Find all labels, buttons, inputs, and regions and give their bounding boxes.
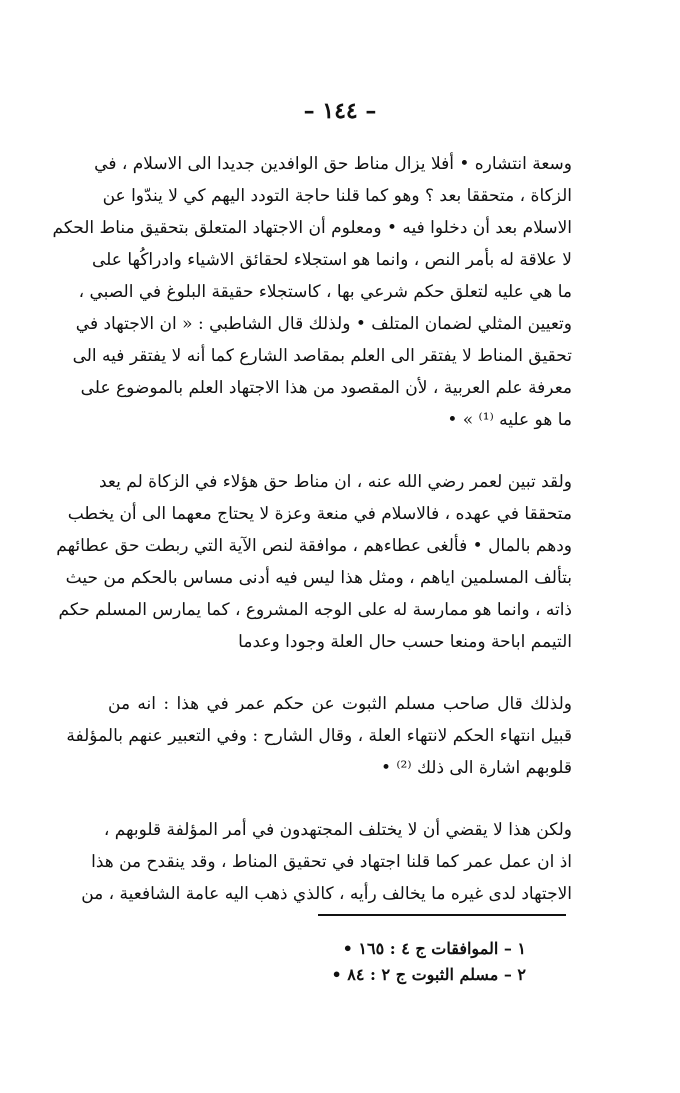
footnote-2: ٢ – مسلم الثبوت ج ٢ : ٨٤ • bbox=[331, 965, 526, 984]
text-line: ذاته ، وانما هو ممارسة له على الوجه المشروع ، كما يمارس المسلم حكم bbox=[58, 600, 572, 620]
text-line: التيمم اباحة ومنعا حسب حال العلة وجودا وعدما bbox=[238, 632, 572, 652]
paragraph-2 bbox=[56, 466, 572, 658]
paragraph-1 bbox=[52, 148, 572, 436]
text-line: الاسلام بعد أن دخلوا فيه • ومعلوم أن الاجتهاد المتعلق بتحقيق مناط الحكم bbox=[52, 218, 572, 238]
text-line: اذ ان عمل عمر كما قلنا اجتهاد في تحقيق المناط ، وقد ينقدح من هذا bbox=[91, 852, 572, 872]
text-line: ولقد تبين لعمر رضي الله عنه ، ان مناط حق هؤلاء في الزكاة لم يعد bbox=[99, 472, 572, 492]
text-line: ولذلك قال صاحب مسلم الثبوت عن حكم عمر في هذا : انه من bbox=[108, 694, 572, 714]
text-line: قلوبهم اشارة الى ذلك ⁽²⁾ • bbox=[380, 758, 572, 778]
page-number: – ١٤٤ – bbox=[303, 98, 377, 124]
text-line: ودهم بالمال • فألغى عطاءهم ، موافقة لنص الآية التي ربطت حق عطائهم bbox=[56, 536, 572, 556]
text-line: ولكن هذا لا يقضي أن لا يختلف المجتهدون في أمر المؤلفة قلوبهم ، bbox=[103, 820, 572, 840]
text-line: تحقيق المناط لا يفتقر الى العلم بمقاصد الشارع كما أنه لا يفتقر فيه الى bbox=[72, 346, 572, 366]
text-line: متحققا في عهده ، فالاسلام في منعة وعزة لا يحتاج معهما الى أن يخطب bbox=[67, 504, 572, 524]
text-line: بتألف المسلمين اياهم ، ومثل هذا ليس فيه أدنى مساس بالحكم من حيث bbox=[65, 568, 572, 588]
text-line: وتعيين المثلي لضمان المتلف • ولذلك قال الشاطبي : « ان الاجتهاد في bbox=[75, 314, 572, 334]
text-line: ما هو عليه ⁽¹⁾ » • bbox=[447, 410, 572, 430]
text-line: لا علاقة له بأمر النص ، وانما هو استجلاء لحقائق الاشياء وادراكُها على bbox=[91, 250, 572, 270]
footnotes bbox=[180, 936, 526, 988]
footnote-1: ١ – الموافقات ج ٤ : ١٦٥ • bbox=[342, 939, 526, 958]
paragraph-4 bbox=[81, 814, 572, 910]
text-line: معرفة علم العربية ، لأن المقصود من هذا الاجتهاد العلم بالموضوع على bbox=[80, 378, 572, 398]
text-line: قبيل انتهاء الحكم لانتهاء العلة ، وقال الشارح : وفي التعبير عنهم بالمؤلفة bbox=[66, 726, 572, 746]
text-line: ما هي عليه لتعلق حكم شرعي بها ، كاستجلاء حقيقة البلوغ في الصبي ، bbox=[78, 282, 572, 302]
paragraph-3 bbox=[66, 688, 572, 784]
footnote-divider bbox=[318, 914, 566, 916]
text-line: وسعة انتشاره • أفلا يزال مناط حق الوافدين جديدا الى الاسلام ، في bbox=[94, 154, 572, 174]
body-text bbox=[52, 148, 572, 910]
text-line: الزكاة ، متحققا بعد ؟ وهو كما قلنا حاجة التودد اليهم كي لا يندّوا عن bbox=[102, 186, 572, 206]
text-line: الاجتهاد لدى غيره ما يخالف رأيه ، كالذي ذهب اليه عامة الشافعية ، من bbox=[81, 884, 572, 904]
